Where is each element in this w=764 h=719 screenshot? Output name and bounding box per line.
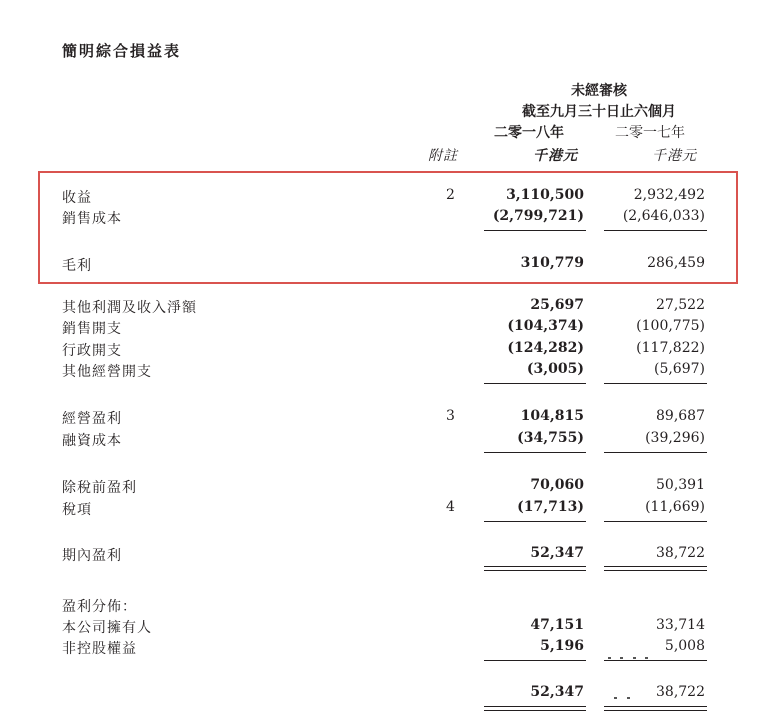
scan-speck: [608, 657, 611, 659]
notes-header: 附註: [428, 148, 458, 164]
value-2018: (104,374): [507, 318, 584, 334]
row-attributable-heading: [0, 596, 764, 618]
value-2017: (5,697): [653, 361, 705, 377]
value-2017: (11,669): [645, 499, 705, 515]
value-2018: (17,713): [517, 499, 584, 515]
unaudited-label: 未經審核: [571, 83, 627, 99]
subtotal-rule: [604, 660, 707, 661]
row-note: 4: [446, 499, 455, 515]
row-gross-profit: [0, 255, 764, 277]
row-label: 收益: [62, 190, 92, 206]
row-label: 銷售開支: [62, 321, 122, 337]
row-finance-costs: [0, 430, 764, 452]
value-2017: 33,714: [656, 617, 705, 633]
scan-speck: [620, 657, 623, 659]
scan-speck: [645, 657, 648, 659]
statement-title: 簡明綜合損益表: [62, 42, 182, 60]
value-2018: 52,347: [530, 684, 584, 700]
row-label: 本公司擁有人: [62, 620, 152, 636]
row-label: 行政開支: [62, 343, 122, 359]
value-2017: (117,822): [636, 340, 705, 356]
value-2017: 89,687: [656, 408, 705, 424]
subtotal-rule: [484, 452, 586, 453]
value-2018: (2,799,721): [492, 208, 584, 224]
row-selling-expenses: [0, 318, 764, 340]
row-label: 非控股權益: [62, 641, 137, 657]
scan-speck: [627, 697, 630, 699]
value-2017: 2,932,492: [633, 187, 705, 203]
subtotal-rule: [484, 660, 586, 661]
row-revenue: [0, 187, 764, 209]
value-2017: 50,391: [656, 477, 705, 493]
year-current-header: 二零一八年: [494, 125, 564, 141]
value-2017: 5,008: [664, 638, 705, 654]
subtotal-rule: [604, 452, 707, 453]
row-profit-before-tax: [0, 477, 764, 499]
row-label: 期內盈利: [62, 548, 122, 564]
row-cost-of-sales: [0, 208, 764, 230]
subtotal-rule: [604, 521, 707, 522]
period-label: 截至九月三十日止六個月: [522, 104, 676, 120]
unit-current-header: 千港元: [533, 148, 578, 164]
row-label: 稅項: [62, 502, 92, 518]
subtotal-rule: [604, 230, 707, 231]
value-2017: (39,296): [645, 430, 705, 446]
value-2017: 38,722: [656, 684, 705, 700]
value-2018: 5,196: [540, 638, 584, 654]
value-2018: (124,282): [507, 340, 584, 356]
value-2017: 27,522: [656, 297, 705, 313]
value-2018: 52,347: [530, 545, 584, 561]
row-label: 其他利潤及收入淨額: [62, 300, 197, 316]
value-2018: 70,060: [530, 477, 584, 493]
row-other-gains: [0, 297, 764, 319]
row-note: 2: [446, 187, 455, 203]
year-prior-header: 二零一七年: [615, 125, 685, 141]
row-profit-for-period: [0, 545, 764, 567]
row-label: 其他經營開支: [62, 364, 152, 380]
scan-speck: [614, 697, 617, 699]
row-label: 融資成本: [62, 433, 122, 449]
row-taxation: [0, 499, 764, 521]
value-2018: 3,110,500: [506, 187, 584, 203]
row-label: 銷售成本: [62, 211, 122, 227]
value-2018: 25,697: [530, 297, 584, 313]
scan-speck: [633, 657, 636, 659]
value-2018: 47,151: [530, 617, 584, 633]
value-2018: 310,779: [520, 255, 584, 271]
subtotal-rule: [484, 383, 586, 384]
total-double-rule: [484, 566, 586, 571]
row-label: 毛利: [62, 258, 92, 274]
value-2017: (2,646,033): [622, 208, 705, 224]
row-label: 除稅前盈利: [62, 480, 137, 496]
row-operating-profit: [0, 408, 764, 430]
value-2017: 286,459: [647, 255, 705, 271]
unit-prior-header: 千港元: [652, 148, 697, 164]
row-owners: [0, 617, 764, 639]
row-attributable-total: [0, 684, 764, 706]
subtotal-rule: [484, 521, 586, 522]
total-double-rule: [604, 566, 707, 571]
row-label: 經營盈利: [62, 411, 122, 427]
value-2018: 104,815: [520, 408, 584, 424]
subtotal-rule: [484, 230, 586, 231]
row-non-controlling-interests: [0, 638, 764, 660]
row-admin-expenses: [0, 340, 764, 362]
row-note: 3: [446, 408, 455, 424]
subtotal-rule: [604, 383, 707, 384]
value-2018: (34,755): [517, 430, 584, 446]
value-2018: (3,005): [526, 361, 584, 377]
total-double-rule: [484, 706, 586, 711]
value-2017: 38,722: [656, 545, 705, 561]
total-double-rule: [604, 706, 707, 711]
row-label: 盈利分佈：: [62, 599, 137, 615]
value-2017: (100,775): [636, 318, 705, 334]
row-other-operating-expenses: [0, 361, 764, 383]
